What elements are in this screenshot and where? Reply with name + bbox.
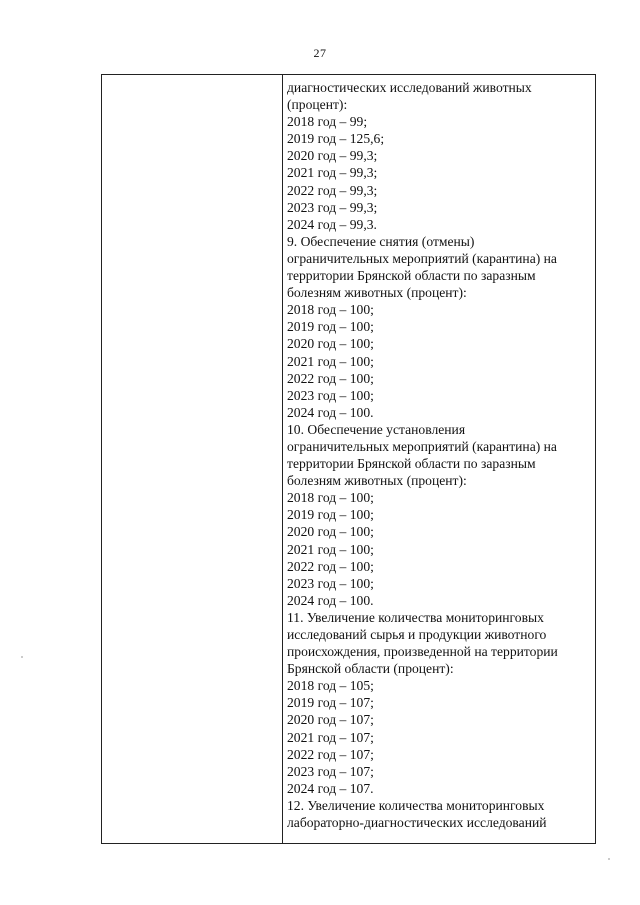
text-line: 2019 год – 100; (287, 319, 374, 335)
text-line: ограничительных мероприятий (карантина) на (287, 438, 557, 454)
text-line: 2018 год – 105; (287, 678, 374, 694)
scan-speck (21, 656, 23, 658)
text-line: территории Брянской области по заразным (287, 456, 536, 472)
text-line: территории Брянской области по заразным (287, 268, 536, 284)
text-line: происхождения, произведенной на территории (287, 644, 558, 660)
table-right-cell (287, 79, 592, 844)
text-line: 2020 год – 107; (287, 712, 374, 728)
text-line: исследований сырья и продукции животного (287, 627, 547, 642)
text-line: 2019 год – 107; (287, 695, 374, 711)
text-line: 2021 год – 100; (287, 353, 374, 369)
column-divider (282, 74, 283, 844)
text-line: 2018 год – 100; (287, 490, 374, 506)
text-line: 2021 год – 100; (287, 541, 374, 557)
text-line: 2022 год – 100; (287, 558, 374, 574)
text-line: 10. Обеспечение установления (287, 421, 466, 437)
text-line: лабораторно-диагностических исследований (287, 815, 547, 831)
text-line: болезням животных (процент): (287, 285, 467, 301)
text-line: 2020 год – 100; (287, 336, 374, 352)
text-line: 2023 год – 99,3; (287, 199, 378, 215)
text-line: болезням животных (процент): (287, 473, 467, 489)
text-line: 2019 год – 125,6; (287, 131, 385, 147)
text-line: 2024 год – 100. (287, 404, 374, 420)
text-line: 2023 год – 100; (287, 575, 374, 591)
text-line: ограничительных мероприятий (карантина) на (287, 250, 557, 266)
text-line: 2020 год – 99,3; (287, 148, 378, 164)
text-line: 2018 год – 99; (287, 114, 368, 130)
text-line: (процент): (287, 97, 348, 113)
text-line: 2024 год – 99,3. (287, 216, 377, 232)
text-line: 2018 год – 100; (287, 302, 374, 318)
text-line: 2022 год – 100; (287, 370, 374, 386)
text-line: 2022 год – 107; (287, 746, 374, 762)
scan-speck (608, 858, 610, 860)
text-line: 2020 год – 100; (287, 524, 374, 540)
table-left-cell (102, 75, 282, 843)
text-line: Брянской области (процент): (287, 661, 454, 677)
text-line: 2024 год – 100. (287, 592, 374, 608)
text-line: 2023 год – 100; (287, 387, 374, 403)
page-number: 27 (313, 46, 327, 60)
text-line: 2021 год – 99,3; (287, 165, 378, 181)
text-line: 2021 год – 107; (287, 729, 374, 745)
text-line: 9. Обеспечение снятия (отмены) (287, 233, 475, 249)
text-line: 11. Увеличение количества мониторинговых (287, 609, 544, 625)
text-line: 2022 год – 99,3; (287, 182, 378, 198)
text-line: диагностических исследований животных (287, 80, 532, 95)
text-line: 2024 год – 107. (287, 780, 374, 796)
text-line: 2023 год – 107; (287, 763, 374, 779)
text-line: 2019 год – 100; (287, 507, 374, 523)
text-line: 12. Увеличение количества мониторинговых (287, 797, 545, 813)
